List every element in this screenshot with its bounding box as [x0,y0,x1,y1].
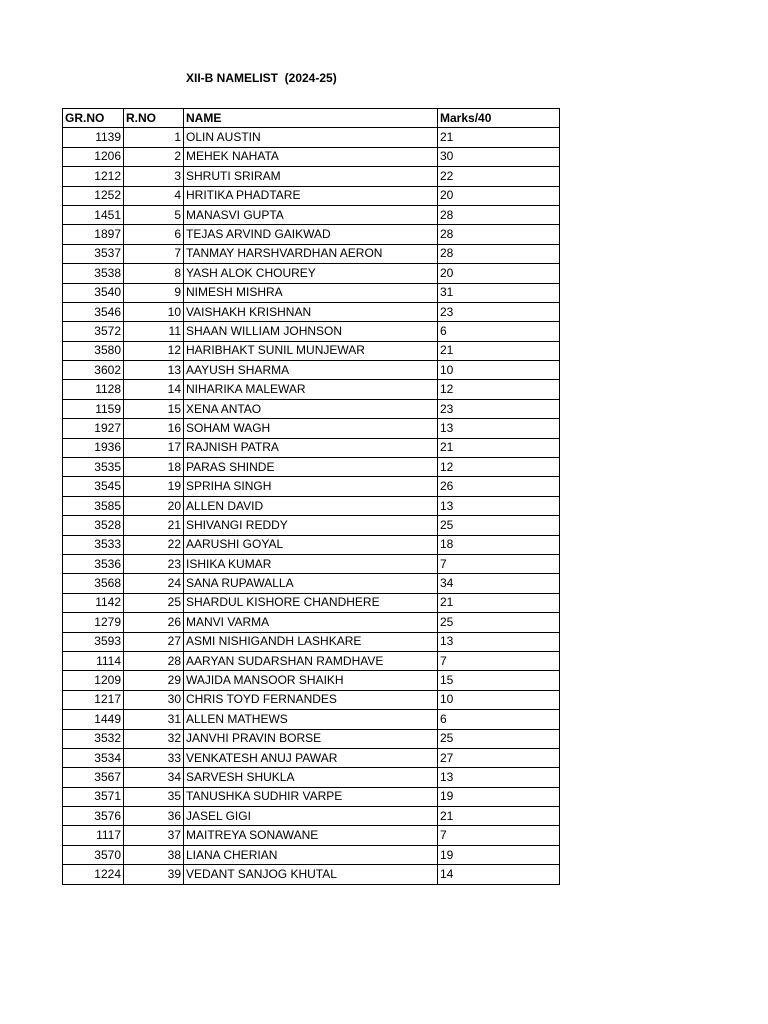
gr-no-cell: 1139 [63,128,124,147]
student-name-cell: SPRIHA SINGH [184,477,438,496]
roll-no-cell: 36 [124,807,184,826]
student-name-cell: ALLEN MATHEWS [184,710,438,729]
column-header-r-no: R.NO [124,109,184,128]
roll-no-cell: 22 [124,535,184,554]
student-name-cell: ISHIKA KUMAR [184,554,438,573]
marks-cell: 15 [438,671,560,690]
table-body [63,128,560,884]
student-name-cell: SOHAM WAGH [184,419,438,438]
marks-cell: 21 [438,341,560,360]
table-row [63,380,560,399]
roll-no-cell: 37 [124,826,184,845]
table-row [63,787,560,806]
table-row [63,496,560,515]
student-name-cell: OLIN AUSTIN [184,128,438,147]
table-row [63,302,560,321]
gr-no-cell: 1224 [63,865,124,884]
gr-no-cell: 3568 [63,574,124,593]
student-name-cell: PARAS SHINDE [184,458,438,477]
gr-no-cell: 1451 [63,205,124,224]
marks-cell: 14 [438,865,560,884]
gr-no-cell: 3528 [63,516,124,535]
student-name-cell: AARUSHI GOYAL [184,535,438,554]
student-name-cell: YASH ALOK CHOUREY [184,264,438,283]
table-row [63,244,560,263]
marks-cell: 7 [438,554,560,573]
column-header-gr-no: GR.NO [63,109,124,128]
roll-no-cell: 32 [124,729,184,748]
gr-no-cell: 1117 [63,826,124,845]
marks-cell: 20 [438,186,560,205]
table-row [63,826,560,845]
marks-cell: 25 [438,729,560,748]
gr-no-cell: 3570 [63,845,124,864]
marks-cell: 27 [438,748,560,767]
table-row [63,651,560,670]
marks-cell: 12 [438,458,560,477]
gr-no-cell: 3580 [63,341,124,360]
marks-cell: 20 [438,264,560,283]
student-name-cell: JASEL GIGI [184,807,438,826]
column-header-marks: Marks/40 [438,109,560,128]
roll-no-cell: 23 [124,554,184,573]
gr-no-cell: 1142 [63,593,124,612]
table-row [63,477,560,496]
roll-no-cell: 29 [124,671,184,690]
marks-cell: 12 [438,380,560,399]
table-row [63,399,560,418]
gr-no-cell: 3537 [63,244,124,263]
gr-no-cell: 3538 [63,264,124,283]
table-row [63,225,560,244]
marks-cell: 21 [438,438,560,457]
marks-cell: 23 [438,399,560,418]
roll-no-cell: 21 [124,516,184,535]
gr-no-cell: 1936 [63,438,124,457]
roll-no-cell: 24 [124,574,184,593]
table-row [63,845,560,864]
table-row [63,438,560,457]
student-name-cell: TANUSHKA SUDHIR VARPE [184,787,438,806]
student-name-cell: SHIVANGI REDDY [184,516,438,535]
gr-no-cell: 3545 [63,477,124,496]
table-row [63,632,560,651]
student-name-cell: SHAAN WILLIAM JOHNSON [184,322,438,341]
student-name-cell: XENA ANTAO [184,399,438,418]
student-name-cell: NIMESH MISHRA [184,283,438,302]
roll-no-cell: 16 [124,419,184,438]
roll-no-cell: 28 [124,651,184,670]
student-name-cell: AARYAN SUDARSHAN RAMDHAVE [184,651,438,670]
table-row [63,458,560,477]
table-row [63,690,560,709]
gr-no-cell: 1128 [63,380,124,399]
document-title: XII-B NAMELIST (2024-25) [186,71,337,85]
gr-no-cell: 1449 [63,710,124,729]
table-row [63,147,560,166]
student-name-cell: TANMAY HARSHVARDHAN AERON [184,244,438,263]
gr-no-cell: 3536 [63,554,124,573]
marks-cell: 26 [438,477,560,496]
marks-cell: 7 [438,651,560,670]
table-row [63,807,560,826]
marks-cell: 28 [438,205,560,224]
table-row [63,167,560,186]
gr-no-cell: 1212 [63,167,124,186]
marks-cell: 13 [438,496,560,515]
table-row [63,748,560,767]
table-row [63,671,560,690]
marks-cell: 22 [438,167,560,186]
header-row [63,109,560,128]
table-row [63,264,560,283]
marks-cell: 28 [438,225,560,244]
student-name-cell: RAJNISH PATRA [184,438,438,457]
roll-no-cell: 39 [124,865,184,884]
marks-cell: 23 [438,302,560,321]
gr-no-cell: 3540 [63,283,124,302]
roll-no-cell: 11 [124,322,184,341]
student-name-cell: WAJIDA MANSOOR SHAIKH [184,671,438,690]
student-name-cell: CHRIS TOYD FERNANDES [184,690,438,709]
marks-cell: 18 [438,535,560,554]
student-name-cell: SHRUTI SRIRAM [184,167,438,186]
roll-no-cell: 13 [124,361,184,380]
student-name-cell: NIHARIKA MALEWAR [184,380,438,399]
student-name-cell: JANVHI PRAVIN BORSE [184,729,438,748]
gr-no-cell: 1927 [63,419,124,438]
roll-no-cell: 35 [124,787,184,806]
marks-cell: 21 [438,593,560,612]
roll-no-cell: 19 [124,477,184,496]
gr-no-cell: 1252 [63,186,124,205]
roll-no-cell: 4 [124,186,184,205]
marks-cell: 6 [438,322,560,341]
marks-cell: 28 [438,244,560,263]
table-row [63,322,560,341]
table-row [63,341,560,360]
roll-no-cell: 1 [124,128,184,147]
student-name-cell: VEDANT SANJOG KHUTAL [184,865,438,884]
gr-no-cell: 3533 [63,535,124,554]
gr-no-cell: 1209 [63,671,124,690]
table-row [63,554,560,573]
student-name-cell: ASMI NISHIGANDH LASHKARE [184,632,438,651]
student-name-cell: VENKATESH ANUJ PAWAR [184,748,438,767]
roll-no-cell: 27 [124,632,184,651]
gr-no-cell: 3572 [63,322,124,341]
roll-no-cell: 30 [124,690,184,709]
roll-no-cell: 14 [124,380,184,399]
table-row [63,128,560,147]
marks-cell: 25 [438,516,560,535]
gr-no-cell: 1217 [63,690,124,709]
table-row [63,419,560,438]
gr-no-cell: 3567 [63,768,124,787]
table-row [63,205,560,224]
table-row [63,574,560,593]
gr-no-cell: 3585 [63,496,124,515]
student-name-cell: SANA RUPAWALLA [184,574,438,593]
gr-no-cell: 1279 [63,613,124,632]
roll-no-cell: 2 [124,147,184,166]
table-row [63,516,560,535]
gr-no-cell: 3546 [63,302,124,321]
table-row [63,593,560,612]
roll-no-cell: 17 [124,438,184,457]
gr-no-cell: 1159 [63,399,124,418]
gr-no-cell: 3602 [63,361,124,380]
student-name-cell: MANASVI GUPTA [184,205,438,224]
gr-no-cell: 3576 [63,807,124,826]
student-name-cell: SARVESH SHUKLA [184,768,438,787]
marks-cell: 6 [438,710,560,729]
marks-cell: 7 [438,826,560,845]
marks-cell: 25 [438,613,560,632]
table-row [63,613,560,632]
roll-no-cell: 34 [124,768,184,787]
table-row [63,535,560,554]
roll-no-cell: 12 [124,341,184,360]
table-row [63,729,560,748]
student-name-cell: LIANA CHERIAN [184,845,438,864]
roll-no-cell: 7 [124,244,184,263]
table-row [63,283,560,302]
gr-no-cell: 3532 [63,729,124,748]
table-row [63,186,560,205]
roll-no-cell: 33 [124,748,184,767]
student-name-cell: VAISHAKH KRISHNAN [184,302,438,321]
column-header-name: NAME [184,109,438,128]
student-name-cell: AAYUSH SHARMA [184,361,438,380]
gr-no-cell: 3534 [63,748,124,767]
marks-cell: 13 [438,419,560,438]
table-row [63,710,560,729]
student-name-cell: MAITREYA SONAWANE [184,826,438,845]
gr-no-cell: 1897 [63,225,124,244]
roll-no-cell: 25 [124,593,184,612]
namelist-table [62,108,560,885]
roll-no-cell: 20 [124,496,184,515]
marks-cell: 10 [438,690,560,709]
roll-no-cell: 8 [124,264,184,283]
table-row [63,768,560,787]
table-row [63,361,560,380]
gr-no-cell: 1114 [63,651,124,670]
roll-no-cell: 26 [124,613,184,632]
roll-no-cell: 10 [124,302,184,321]
marks-cell: 10 [438,361,560,380]
roll-no-cell: 6 [124,225,184,244]
gr-no-cell: 3593 [63,632,124,651]
student-name-cell: ALLEN DAVID [184,496,438,515]
marks-cell: 13 [438,632,560,651]
roll-no-cell: 3 [124,167,184,186]
roll-no-cell: 5 [124,205,184,224]
student-name-cell: MEHEK NAHATA [184,147,438,166]
marks-cell: 34 [438,574,560,593]
roll-no-cell: 9 [124,283,184,302]
marks-cell: 21 [438,807,560,826]
marks-cell: 31 [438,283,560,302]
student-name-cell: TEJAS ARVIND GAIKWAD [184,225,438,244]
roll-no-cell: 31 [124,710,184,729]
student-name-cell: SHARDUL KISHORE CHANDHERE [184,593,438,612]
gr-no-cell: 3571 [63,787,124,806]
table-row [63,865,560,884]
marks-cell: 21 [438,128,560,147]
student-name-cell: MANVI VARMA [184,613,438,632]
roll-no-cell: 15 [124,399,184,418]
gr-no-cell: 1206 [63,147,124,166]
roll-no-cell: 18 [124,458,184,477]
student-name-cell: HRITIKA PHADTARE [184,186,438,205]
student-name-cell: HARIBHAKT SUNIL MUNJEWAR [184,341,438,360]
roll-no-cell: 38 [124,845,184,864]
marks-cell: 30 [438,147,560,166]
marks-cell: 19 [438,845,560,864]
marks-cell: 19 [438,787,560,806]
gr-no-cell: 3535 [63,458,124,477]
marks-cell: 13 [438,768,560,787]
